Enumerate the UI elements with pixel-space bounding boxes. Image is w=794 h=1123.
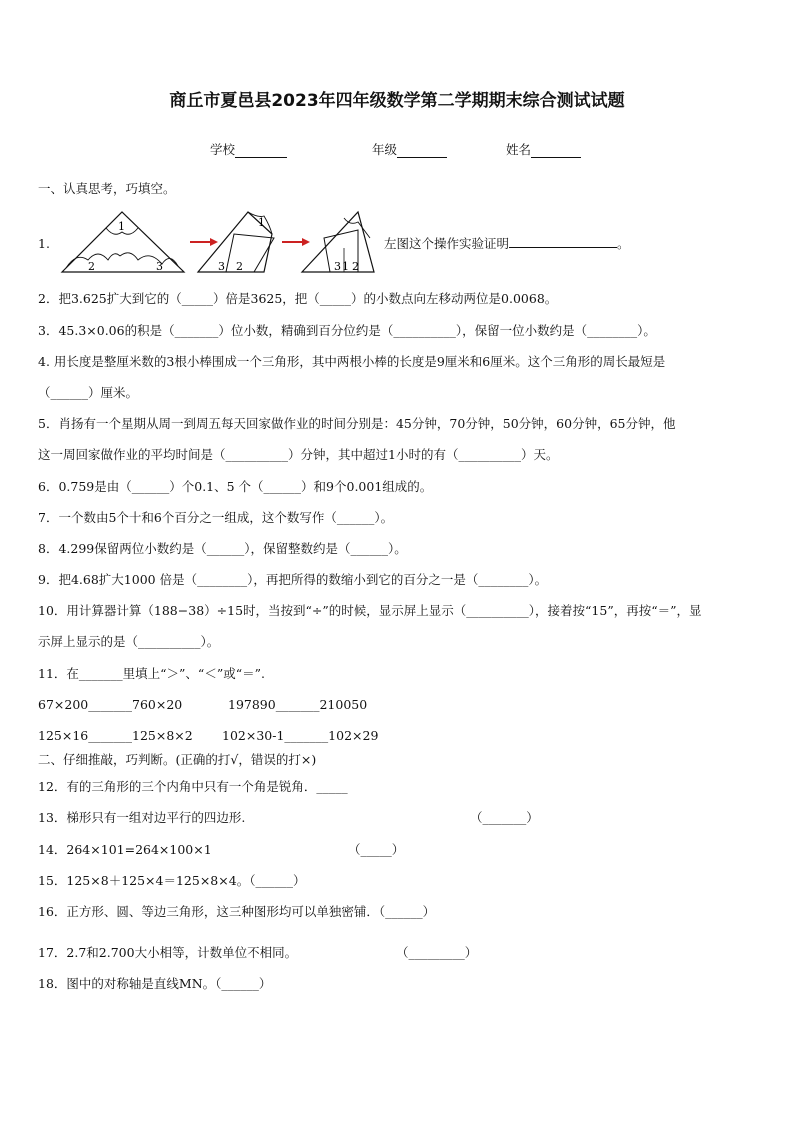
question-3: 3．45.3×0.06的积是（_______）位小数，精确到百分位约是（__________），保留一位小数约是（________）。 (38, 323, 656, 338)
question-10-line-2: 示屏上显示的是（__________）。 (38, 634, 220, 649)
question-4-line-1: 4. 用长度是整厘米数的3根小棒围成一个三角形，其中两根小棒的长度是9厘米和6厘米。这个三角形的周长最短是 (38, 354, 666, 369)
question-8: 8．4.299保留两位小数约是（______），保留整数约是（______）。 (38, 541, 407, 556)
section-2-heading: 二、仔细推敲，巧判断。(正确的打√，错误的打×) (38, 752, 317, 767)
question-17-text: 17．2.7和2.700大小相等，计数单位不相同。 (38, 945, 298, 960)
name-blank[interactable] (531, 143, 581, 158)
question-11: 11．在_______里填上“＞”、“＜”或“＝”. (38, 666, 265, 681)
school-blank[interactable] (235, 143, 287, 158)
triangle-folding-figure (58, 208, 378, 276)
fig-label-3c: 3 (334, 260, 341, 273)
school-field (210, 140, 287, 158)
question-17 (38, 945, 768, 961)
triangle-folded-step-2 (302, 212, 374, 273)
question-14 (38, 842, 768, 858)
student-info-row (0, 140, 794, 160)
name-label: 姓名 (506, 142, 532, 157)
question-12: 12．有的三角形的三个内角中只有一个角是锐角．_____ (38, 779, 348, 794)
question-15: 15．125×8＋125×4＝125×8×4。（______） (38, 873, 306, 888)
question-1-number: 1. (38, 236, 50, 251)
question-1-prompt: 左图这个操作实验证明 (384, 236, 510, 251)
compare-item: 67×200_______760×20 (38, 697, 183, 712)
name-field (506, 140, 581, 158)
question-9: 9．把4.68扩大1000 倍是（________），再把所得的数缩小到它的百分之一是（________）。 (38, 572, 548, 587)
fig-label-2b: 2 (236, 260, 243, 273)
fig-label-2c: 2 (352, 260, 359, 273)
question-14-answer-blank[interactable]: （_____） (348, 842, 405, 857)
question-1-text (384, 234, 630, 252)
question-6: 6．0.759是由（______）个0.1、5 个（______）和9个0.001组成的。 (38, 479, 433, 494)
question-5-line-2: 这一周回家做作业的平均时间是（__________）分钟，其中超过1小时的有（__________）天。 (38, 447, 559, 462)
question-16: 16．正方形、圆、等边三角形，这三种图形均可以单独密铺．（______） (38, 904, 436, 919)
question-14-text: 14．264×101=264×100×1 (38, 842, 212, 857)
question-1-end: 。 (617, 236, 630, 251)
fig-label-1: 1 (118, 220, 125, 233)
fig-label-1c: 1 (342, 260, 349, 273)
compare-item: 197890_______210050 (228, 697, 368, 712)
question-1-answer-blank[interactable] (509, 235, 617, 248)
school-label: 学校 (210, 142, 236, 157)
question-17-answer-blank[interactable]: （_________） (396, 945, 478, 960)
grade-field (372, 140, 447, 158)
fig-label-2: 2 (88, 260, 95, 273)
fig-label-3: 3 (156, 260, 163, 273)
question-13 (38, 810, 768, 826)
question-5-line-1: 5．肖扬有一个星期从周一到周五每天回家做作业的时间分别是：45分钟，70分钟，50分钟，60分钟，65分钟，他 (38, 416, 676, 431)
arrow-right-icon (190, 238, 218, 246)
section-1-heading: 一、认真思考，巧填空。 (38, 181, 176, 196)
question-13-answer-blank[interactable]: （_______） (470, 810, 539, 825)
question-7: 7．一个数由5个十和6个百分之一组成，这个数写作（______）。 (38, 510, 394, 525)
question-18: 18．图中的对称轴是直线MN。（______） (38, 976, 272, 991)
question-2: 2．把3.625扩大到它的（_____）倍是3625，把（_____）的小数点向左移动两位是0.0068。 (38, 291, 558, 306)
grade-label: 年级 (372, 142, 398, 157)
fig-label-1b: 1 (258, 216, 265, 229)
question-13-text: 13．梯形只有一组对边平行的四边形. (38, 810, 246, 825)
triangle-original (62, 212, 184, 273)
fig-label-3b: 3 (218, 260, 225, 273)
compare-item: 125×16_______125×8×2 (38, 728, 193, 743)
arrow-right-icon (282, 238, 310, 246)
question-4-line-2: （______）厘米。 (38, 385, 139, 400)
page-title: 商丘市夏邑县2023年四年级数学第二学期期末综合测试试题 (169, 91, 625, 111)
question-1 (38, 208, 778, 278)
compare-item: 102×30-1_______102×29 (222, 728, 379, 743)
question-10-line-1: 10．用计算器计算（188−38）÷15时，当按到“÷”的时候，显示屏上显示（__________），接着按“15”，再按“＝”，显 (38, 603, 702, 618)
grade-blank[interactable] (397, 143, 447, 158)
